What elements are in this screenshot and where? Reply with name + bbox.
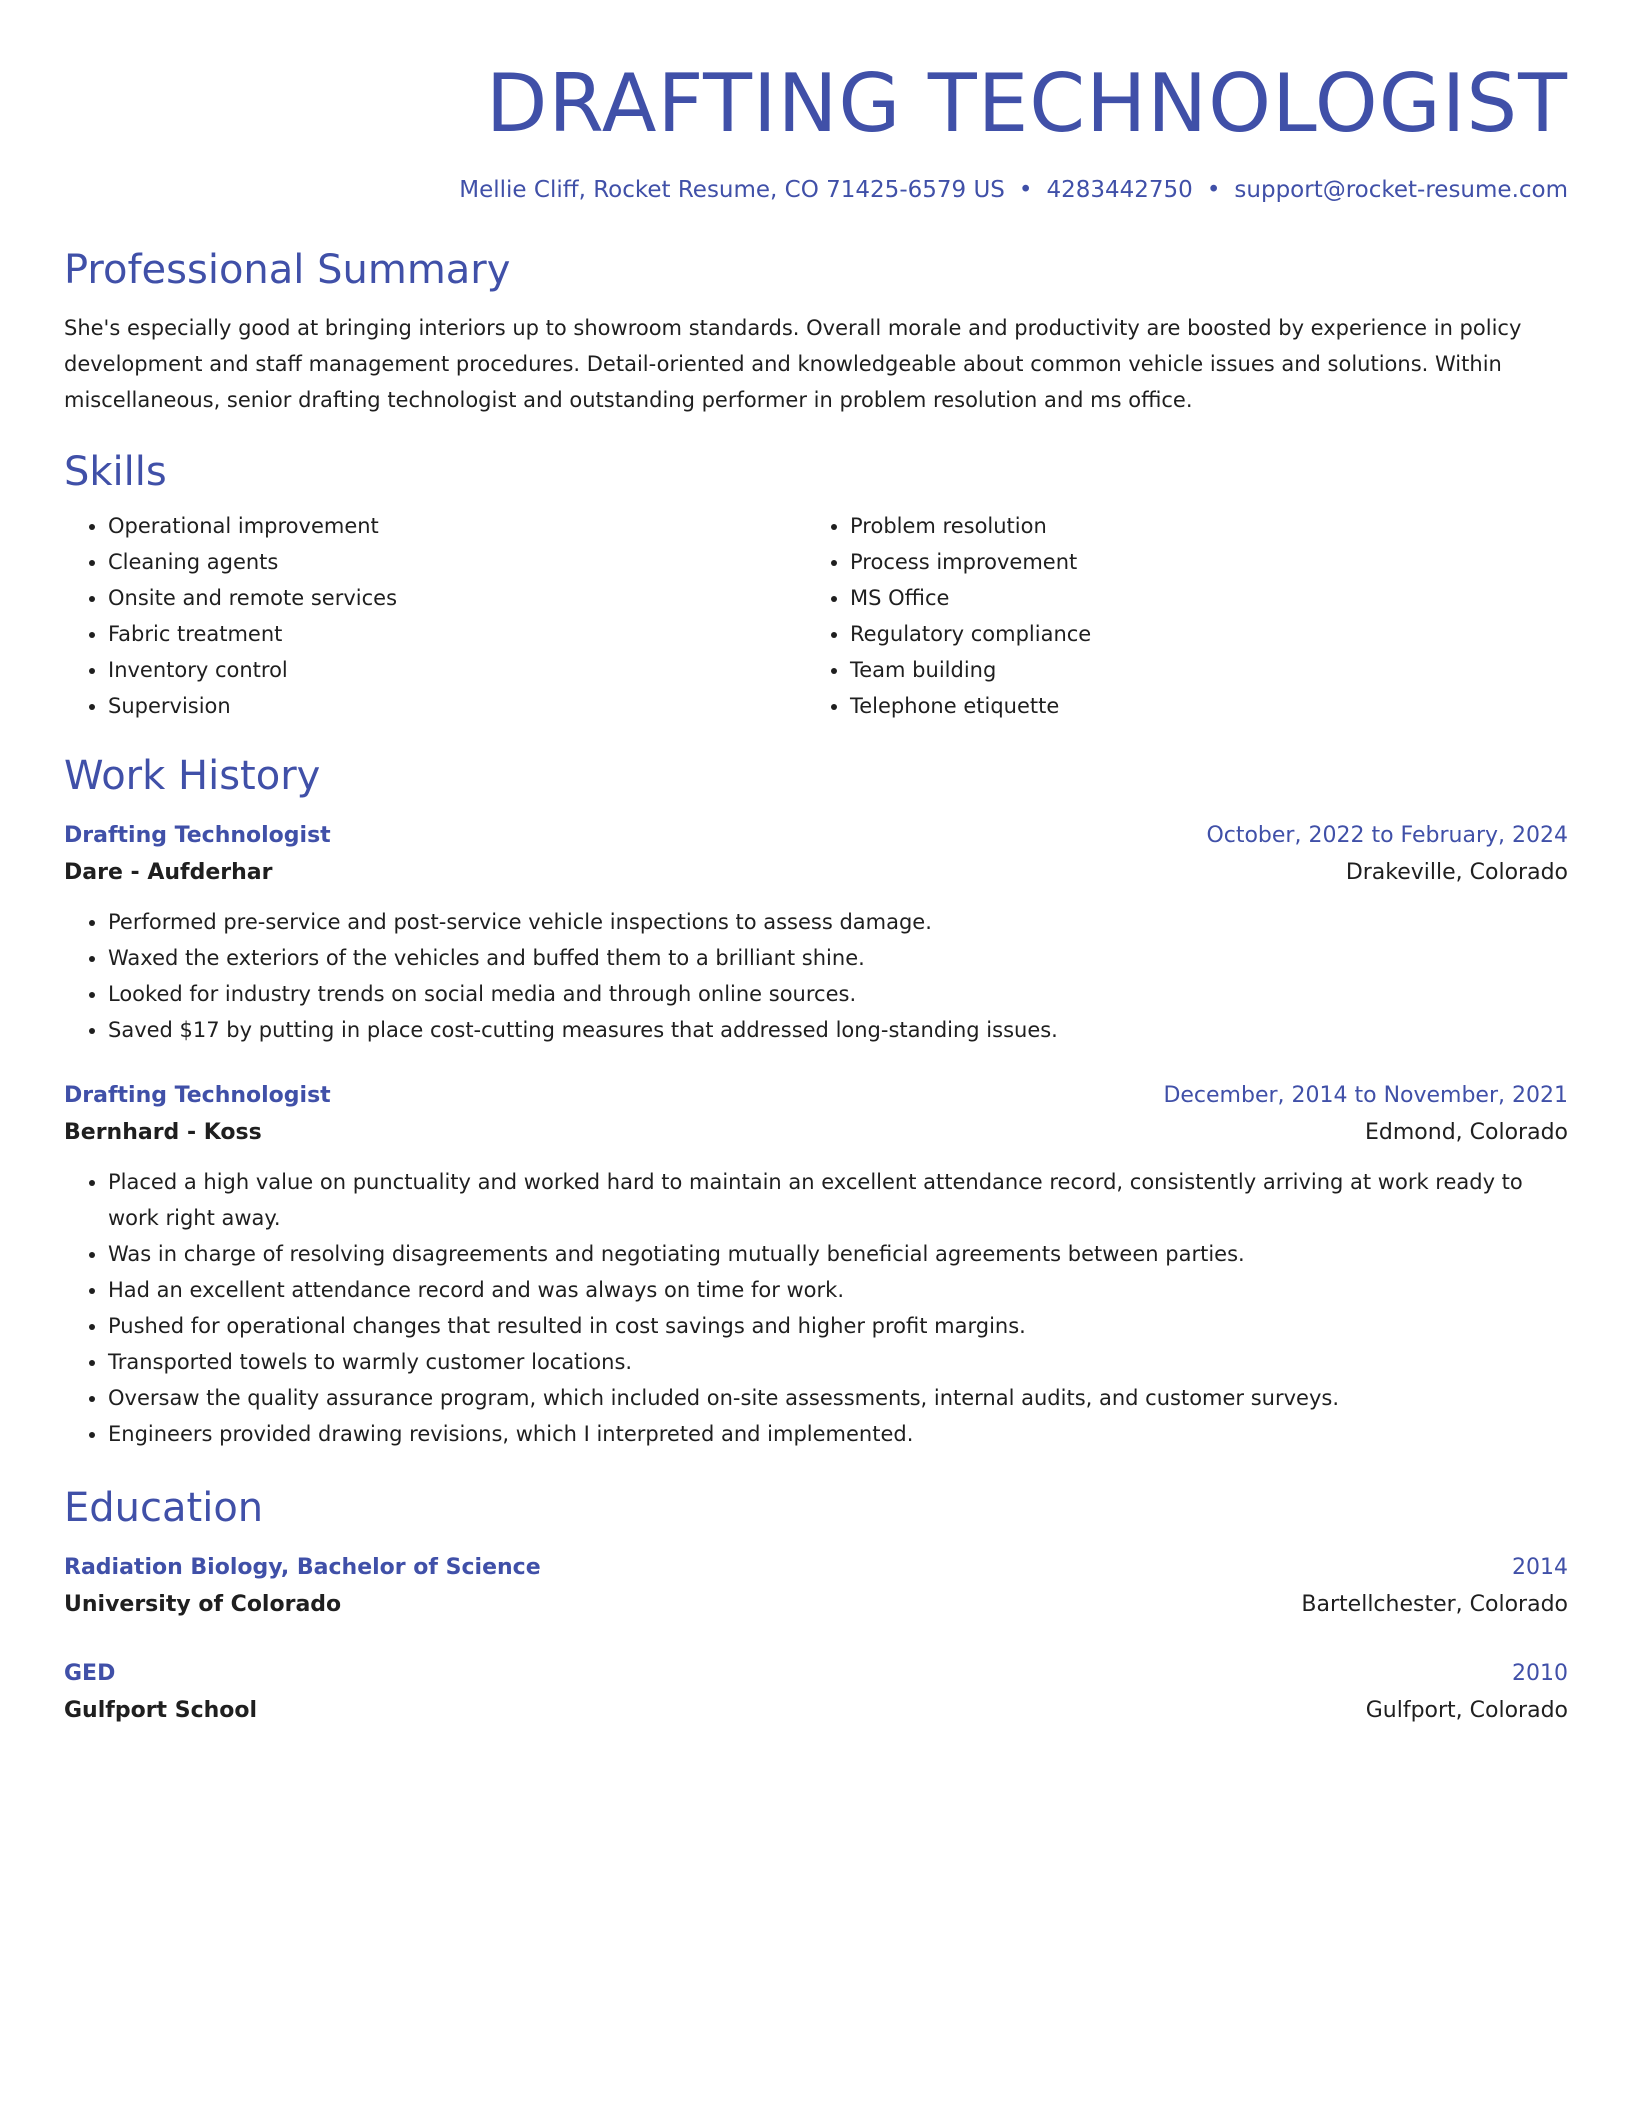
work-history-heading: Work History — [64, 753, 321, 799]
skill-item: • Onsite and remote services — [108, 580, 806, 616]
skill-item: • Problem resolution — [850, 508, 1548, 544]
job-role: Drafting Technologist — [64, 1083, 331, 1108]
summary-text: She's especially good at bringing interiors up to showroom standards. Overall morale and productivity are boosted by experience in policy development and staff management procedures. Detail-oriented and knowledgeable about common vehicle issues and solutions. Within miscellaneous, senior drafting technologist and outstanding performer in problem resolution and ms office. — [64, 316, 1522, 412]
skills-heading: Skills — [64, 449, 167, 495]
education-school: University of Colorado — [64, 1592, 342, 1617]
job-company: Bernhard - Koss — [64, 1120, 262, 1145]
education-subheader — [64, 1586, 1568, 1624]
education-location: Bartellchester, Colorado — [1301, 1592, 1568, 1617]
education-entry — [64, 1550, 1568, 1624]
skill-item: • Operational improvement — [108, 508, 806, 544]
skill-item: • Team building — [850, 652, 1548, 688]
job-bullet: • Had an excellent attendance record and was always on time for work. — [108, 1272, 1568, 1308]
job-bullet: • Waxed the exteriors of the vehicles and buffed them to a brilliant shine. — [108, 940, 1568, 976]
education-location: Gulfport, Colorado — [1365, 1698, 1568, 1723]
job-header — [64, 1078, 1568, 1114]
job-subheader — [64, 1114, 1568, 1152]
education-year: 2010 — [1512, 1661, 1568, 1686]
contact-separator: • — [1018, 177, 1033, 203]
skill-item: • Telephone etiquette — [850, 688, 1548, 724]
job-company: Dare - Aufderhar — [64, 860, 273, 885]
education-year: 2014 — [1512, 1555, 1568, 1580]
skill-item: • Fabric treatment — [108, 616, 806, 652]
job-bullets — [64, 1164, 1568, 1452]
job-dates: October, 2022 to February, 2024 — [1206, 823, 1568, 848]
skills-list-right — [806, 508, 1548, 724]
contact-address: Mellie Cliff, Rocket Resume, CO 71425-6579 US — [459, 177, 1005, 203]
job-entry — [64, 818, 1568, 1048]
skill-item: • Regulatory compliance — [850, 616, 1548, 652]
contact-phone: 4283442750 — [1046, 177, 1193, 203]
education-header — [64, 1656, 1568, 1692]
skills-grid — [64, 508, 1568, 724]
skills-list-left — [64, 508, 806, 724]
job-dates: December, 2014 to November, 2021 — [1163, 1083, 1568, 1108]
contact-separator: • — [1206, 177, 1221, 203]
job-location: Drakeville, Colorado — [1345, 860, 1568, 885]
education-heading: Education — [64, 1485, 264, 1531]
job-bullet: • Saved $17 by putting in place cost-cutting measures that addressed long-standing issues. — [108, 1012, 1568, 1048]
job-role: Drafting Technologist — [64, 823, 331, 848]
skill-item: • Cleaning agents — [108, 544, 806, 580]
job-entry — [64, 1078, 1568, 1452]
skill-item: • Supervision — [108, 688, 806, 724]
education-degree: GED — [64, 1661, 116, 1686]
job-bullet: • Engineers provided drawing revisions, which I interpreted and implemented. — [108, 1416, 1568, 1452]
job-bullet: • Looked for industry trends on social media and through online sources. — [108, 976, 1568, 1012]
education-header — [64, 1550, 1568, 1586]
education-entry — [64, 1656, 1568, 1730]
job-bullet: • Placed a high value on punctuality and worked hard to maintain an excellent attendance record, consistently arriving at work ready to work right away. — [108, 1164, 1568, 1236]
job-bullets — [64, 904, 1568, 1048]
job-bullet: • Pushed for operational changes that resulted in cost savings and higher profit margins. — [108, 1308, 1568, 1344]
job-header — [64, 818, 1568, 854]
skill-item: • Process improvement — [850, 544, 1548, 580]
resume-title: DRAFTING TECHNOLOGIST — [485, 57, 1568, 150]
education-school: Gulfport School — [64, 1698, 258, 1723]
resume-page — [64, 0, 1568, 1730]
job-bullet: • Transported towels to warmly customer locations. — [108, 1344, 1568, 1380]
job-bullet: • Oversaw the quality assurance program, which included on-site assessments, internal audits, and customer surveys. — [108, 1380, 1568, 1416]
skill-item: • MS Office — [850, 580, 1548, 616]
job-bullet: • Was in charge of resolving disagreements and negotiating mutually beneficial agreements between parties. — [108, 1236, 1568, 1272]
education-subheader — [64, 1692, 1568, 1730]
job-subheader — [64, 854, 1568, 892]
job-location: Edmond, Colorado — [1365, 1120, 1568, 1145]
job-bullet: • Performed pre-service and post-service vehicle inspections to assess damage. — [108, 904, 1568, 940]
contact-email[interactable]: support@rocket-resume.com — [1234, 177, 1568, 203]
summary-heading: Professional Summary — [64, 247, 511, 293]
education-degree: Radiation Biology, Bachelor of Science — [64, 1555, 541, 1580]
skill-item: • Inventory control — [108, 652, 806, 688]
contact-line — [64, 174, 1568, 206]
